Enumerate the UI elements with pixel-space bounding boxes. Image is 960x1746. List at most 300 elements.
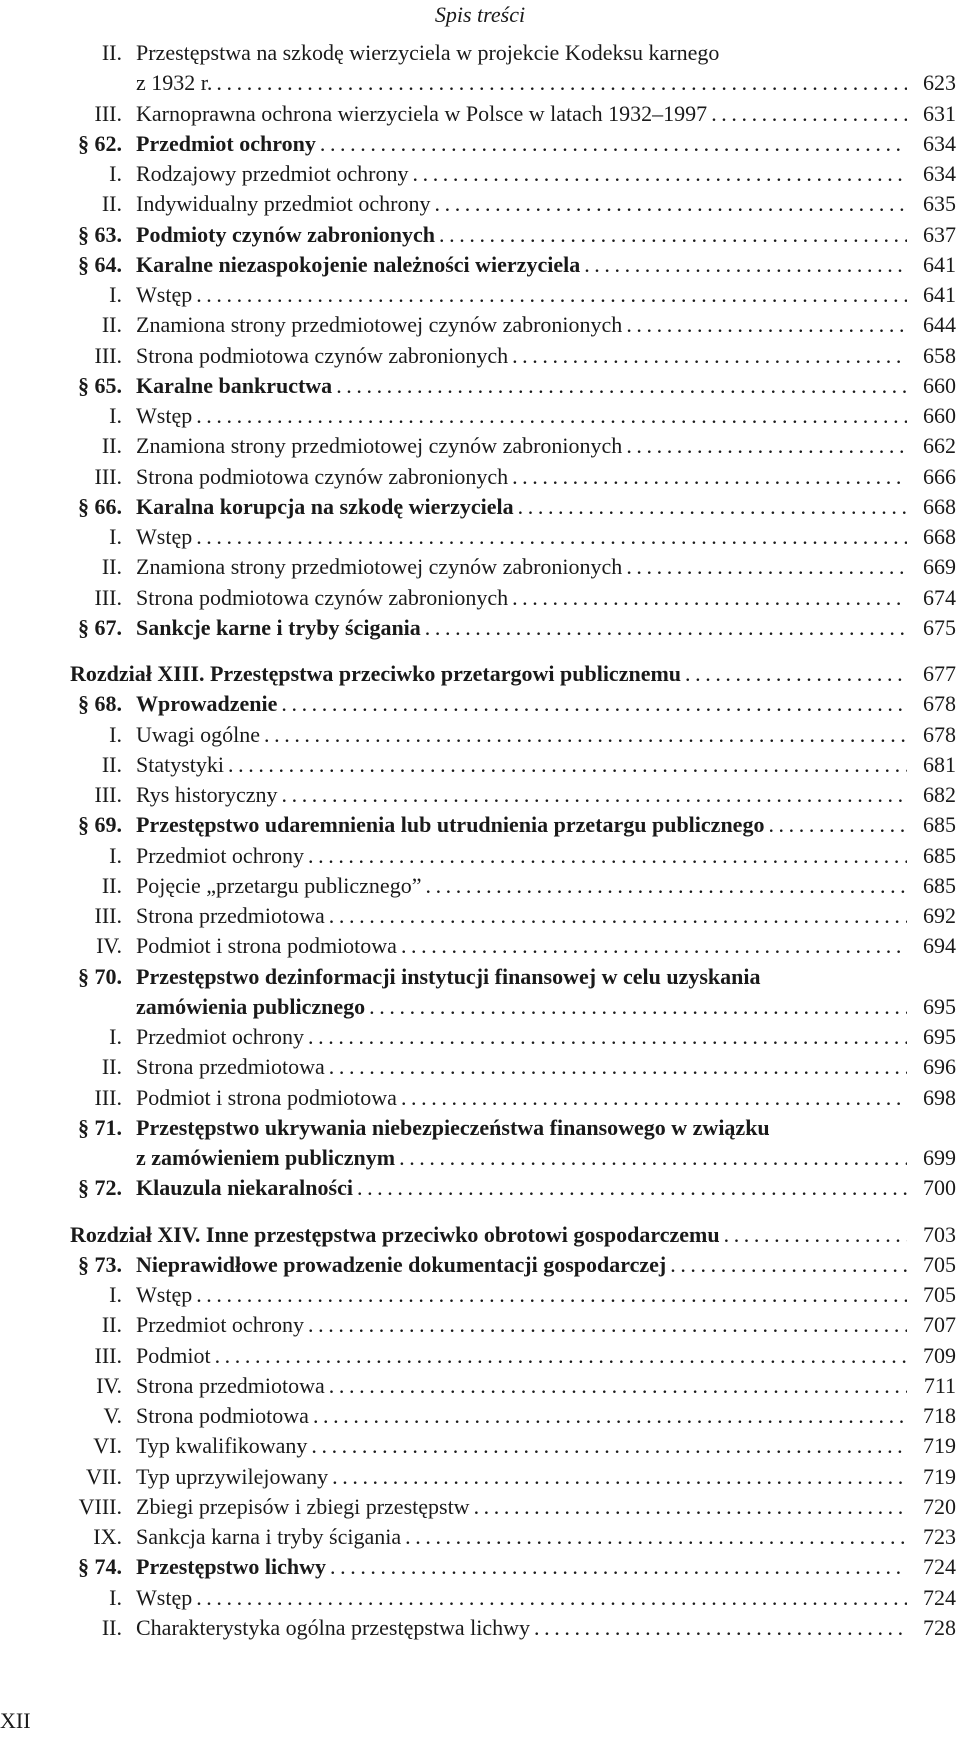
toc-entry-title: Klauzula niekaralności: [136, 1175, 353, 1201]
dot-leader: [320, 129, 907, 159]
toc-page-number: 685: [923, 842, 956, 868]
toc-entry-title: Charakterystyka ogólna przestępstwa lichwy: [136, 1614, 531, 1640]
toc-entry-title-line: [136, 462, 907, 492]
dot-leader: [313, 1401, 907, 1431]
toc-entry[interactable]: [0, 1522, 960, 1552]
toc-entry[interactable]: [0, 1462, 960, 1492]
toc-entry-title: Przedmiot ochrony: [136, 1024, 305, 1049]
dot-leader: [405, 1522, 907, 1552]
toc-entry-number: III.: [94, 342, 122, 368]
toc-entry-title-line: [136, 901, 907, 931]
toc-entry-title-line: [136, 613, 907, 643]
toc-entry-number: II.: [101, 1614, 122, 1640]
dot-leader: [534, 1613, 907, 1643]
toc-entry-number: II.: [101, 554, 122, 580]
toc-entry-title: Znamiona strony przedmiotowej czynów zabronionych: [136, 312, 623, 338]
dot-leader: [264, 720, 907, 750]
dot-leader: [724, 1220, 907, 1250]
toc-entry-number: III.: [94, 782, 122, 807]
toc-entry-number: I.: [109, 842, 122, 868]
toc-entry-title-line: [136, 1052, 907, 1082]
dot-leader: [626, 431, 907, 461]
dot-leader: [425, 871, 907, 901]
toc-section-entry[interactable]: [0, 492, 960, 522]
toc-page-number: 681: [923, 751, 956, 777]
toc-entry-title-line: [136, 401, 907, 431]
toc-entry[interactable]: [0, 1280, 960, 1310]
toc-entry-number: I.: [109, 524, 122, 549]
dot-leader: [196, 522, 907, 552]
toc-entry-title: Strona podmiotowa czynów zabronionych: [136, 463, 509, 489]
toc-entry-title: Zbiegi przepisów i zbiegi przestępstw: [136, 1493, 470, 1519]
toc-entry-title: z zamówieniem publicznym: [136, 1145, 396, 1170]
toc-entry-title: Rodzajowy przedmiot ochrony: [136, 161, 409, 186]
toc-page-number: 699: [923, 1145, 956, 1170]
toc-entry-title-line: [136, 68, 907, 98]
toc-entry[interactable]: [0, 841, 960, 871]
toc-page-number: 685: [923, 872, 956, 898]
dot-leader: [512, 462, 907, 492]
toc-entry-title: Podmioty czynów zabronionych: [136, 221, 436, 247]
toc-entry-title: Rozdział XIII. Przestępstwa przeciwko przetargowi publicznemu: [70, 661, 682, 686]
toc-entry[interactable]: [0, 1371, 960, 1401]
toc-entry-title-line: [136, 1083, 907, 1113]
toc-entry-title: Sankcja karna i tryby ścigania: [136, 1524, 402, 1549]
toc-page-number: 677: [923, 661, 956, 686]
toc-entry[interactable]: [0, 780, 960, 810]
toc-entry-number: III.: [94, 903, 122, 928]
toc-entry-number: § 63.: [78, 221, 122, 247]
toc-page-number: 711: [923, 1372, 956, 1398]
toc-entry-number: § 69.: [78, 812, 122, 838]
toc-entry-title-line: [70, 659, 907, 689]
toc-entry-number: II.: [101, 1312, 122, 1338]
toc-entry-title-line: [136, 750, 907, 780]
dot-leader: [435, 189, 908, 219]
toc-entry-title-line: [136, 583, 907, 613]
toc-entry-title-line: [136, 1401, 907, 1431]
dot-leader: [439, 220, 907, 250]
toc-entry-number: I.: [109, 721, 122, 747]
toc-entry-title: Pojęcie „przetargu publicznego”: [136, 872, 422, 898]
toc-entry-title: Nieprawidłowe prowadzenie dokumentacji gospodarczej: [136, 1251, 667, 1277]
toc-entry-title: Strona przedmiotowa: [136, 903, 325, 928]
toc-page-number: 705: [923, 1282, 956, 1307]
toc-entry-title: Typ uprzywilejowany: [136, 1463, 329, 1489]
toc-entry[interactable]: [0, 1583, 960, 1613]
dot-leader: [711, 99, 907, 129]
dot-leader: [768, 810, 907, 840]
toc-entry-number: II.: [101, 191, 122, 217]
toc-entry-number: § 62.: [78, 130, 122, 156]
toc-entry-number: VII.: [85, 1463, 122, 1489]
toc-page-number: 678: [923, 691, 956, 717]
toc-page-number: 660: [923, 403, 956, 428]
toc-entry-number: § 73.: [78, 1251, 122, 1277]
toc-section-entry[interactable]: [0, 250, 960, 280]
toc-entry-title-line: [136, 689, 907, 719]
toc-entry-title-line: [136, 1552, 907, 1582]
toc-entry-title: Strona podmiotowa czynów zabronionych: [136, 584, 509, 610]
toc-page-number: 682: [923, 782, 956, 807]
toc-entry-title: Karalne bankructwa: [136, 372, 333, 398]
toc-page-number: 723: [923, 1524, 956, 1549]
toc-entry[interactable]: [0, 1022, 960, 1052]
toc-page-number: 634: [923, 161, 956, 186]
toc-entry-number: III.: [94, 1084, 122, 1110]
toc-entry-title-line: [136, 341, 907, 371]
toc-section-entry[interactable]: [0, 220, 960, 250]
dot-leader: [512, 583, 907, 613]
toc-section-entry[interactable]: [0, 1552, 960, 1582]
toc-page-number: 631: [923, 100, 956, 126]
toc-page-number: 675: [923, 614, 956, 640]
dot-leader: [336, 371, 907, 401]
dot-leader: [308, 1022, 907, 1052]
toc-entry-title: Typ kwalifikowany: [136, 1433, 308, 1459]
toc-entry-title: Przedmiot ochrony: [136, 842, 305, 868]
toc-entry-number: III.: [94, 1342, 122, 1368]
toc-entry-title: Uwagi ogólne: [136, 721, 261, 747]
toc-entry-number: II.: [101, 751, 122, 777]
toc-entry-title-line: [136, 720, 907, 750]
toc-entry-title: Podmiot: [136, 1342, 211, 1368]
toc-entry-number: § 71.: [78, 1114, 122, 1140]
toc-entry-number: II.: [101, 872, 122, 898]
toc-entry-title: Karalne niezaspokojenie należności wierzyciela: [136, 251, 581, 277]
toc-entry-title: Przestępstwo udaremnienia lub utrudnienia przetargu publicznego: [136, 812, 765, 838]
toc-page-number: 692: [923, 903, 956, 928]
toc-entry-title: Wstęp: [136, 524, 193, 549]
dot-leader: [329, 901, 907, 931]
toc-entry-title-line: [136, 810, 907, 840]
dot-leader: [401, 1083, 907, 1113]
toc-entry[interactable]: [0, 720, 960, 750]
toc-page-number: 719: [923, 1433, 956, 1459]
toc-entry-title-line: [136, 310, 907, 340]
toc-entry-number: II.: [101, 1054, 122, 1080]
dot-leader: [228, 750, 907, 780]
toc-entry-title: Znamiona strony przedmiotowej czynów zabronionych: [136, 554, 623, 580]
dot-leader: [369, 992, 907, 1022]
toc-page-number: 695: [923, 1024, 956, 1049]
toc-entry-title: Rys historyczny: [136, 782, 278, 807]
toc-entry-title: Statystyki: [136, 751, 225, 777]
toc-entry-title-line: [136, 1022, 907, 1052]
toc-entry-title-line: [136, 992, 907, 1022]
dot-leader: [311, 1431, 907, 1461]
toc-entry-title: Wstęp: [136, 403, 193, 428]
toc-page-number: 660: [923, 372, 956, 398]
dot-leader: [281, 689, 907, 719]
toc-entry-title: Karnoprawna ochrona wierzyciela w Polsce w latach 1932–1997: [136, 100, 708, 126]
toc-entry[interactable]: [0, 1431, 960, 1461]
dot-leader: [357, 1173, 907, 1203]
toc-entry-title-line: [136, 1280, 907, 1310]
toc-page-number: 724: [923, 1554, 956, 1580]
toc-entry[interactable]: [0, 1310, 960, 1340]
dot-leader: [626, 552, 907, 582]
toc-page-number: 694: [923, 933, 956, 959]
dot-leader: [685, 659, 907, 689]
toc-page-number: 718: [923, 1403, 956, 1428]
toc-entry[interactable]: [0, 871, 960, 901]
toc-section-entry[interactable]: [0, 613, 960, 643]
toc-entry[interactable]: [0, 1083, 960, 1113]
toc-entry[interactable]: [0, 159, 960, 189]
dot-leader: [413, 159, 908, 189]
toc-entry-title: Strona podmiotowa czynów zabronionych: [136, 342, 509, 368]
toc-entry-title: Podmiot i strona podmiotowa: [136, 933, 397, 959]
toc-entry-number: III.: [94, 584, 122, 610]
toc-entry[interactable]: [0, 1492, 960, 1522]
toc-entry-title-line: [136, 1173, 907, 1203]
toc-entry-number: III.: [94, 100, 122, 126]
toc-entry-title: Przestępstwo dezinformacji instytucji finansowej w celu uzyskania: [136, 963, 761, 989]
toc-entry[interactable]: [0, 38, 960, 68]
toc-entry-title-line: [136, 871, 907, 901]
toc-entry-number: III.: [94, 463, 122, 489]
toc-entry[interactable]: [0, 1143, 960, 1173]
dot-leader: [329, 1052, 907, 1082]
toc-page-number: 634: [923, 130, 956, 156]
toc-page-number: 641: [923, 282, 956, 307]
toc-entry-number: IV.: [96, 1372, 122, 1398]
toc-entry-title: Strona przedmiotowa: [136, 1054, 325, 1080]
toc-entry-number: II.: [101, 312, 122, 338]
dot-leader: [332, 1462, 907, 1492]
dot-leader: [401, 931, 907, 961]
toc-entry-number: I.: [109, 1282, 122, 1307]
toc-entry-number: § 65.: [78, 372, 122, 398]
toc-entry-title-line: [136, 1113, 907, 1143]
toc-page-number: 644: [923, 312, 956, 338]
toc-entry-title-line: [136, 38, 907, 68]
toc-entry-title: Strona podmiotowa: [136, 1403, 309, 1428]
toc-entry-title-line: [136, 129, 907, 159]
toc-entry-title-line: [136, 1143, 907, 1173]
toc-page-number: 637: [923, 221, 956, 247]
toc-section-entry[interactable]: [0, 1113, 960, 1143]
toc-section-entry[interactable]: [0, 1173, 960, 1203]
toc-entry-title-line: [136, 1522, 907, 1552]
toc-entry-title-line: [136, 1431, 907, 1461]
toc-entry-number: V.: [103, 1403, 122, 1428]
toc-entry-title-line: [136, 492, 907, 522]
toc-entry-title-line: [136, 1462, 907, 1492]
toc-entry-title-line: [136, 962, 907, 992]
dot-leader: [215, 1341, 907, 1371]
toc-entry-number: IV.: [96, 933, 122, 959]
toc-page-number: 674: [923, 584, 956, 610]
toc-entry[interactable]: [0, 401, 960, 431]
toc-entry-number: VIII.: [78, 1493, 122, 1519]
toc-entry-number: IX.: [93, 1524, 122, 1549]
toc-entry-title-line: [136, 1250, 907, 1280]
toc-entry-number: I.: [109, 403, 122, 428]
toc-entry[interactable]: [0, 1052, 960, 1082]
toc-entry-title-line: [136, 780, 907, 810]
toc-page-number: 709: [923, 1342, 956, 1368]
toc-entry[interactable]: [0, 931, 960, 961]
toc-section-entry[interactable]: [0, 371, 960, 401]
toc-entry[interactable]: [0, 901, 960, 931]
toc-entry-number: I.: [109, 1584, 122, 1610]
toc-section-entry[interactable]: [0, 689, 960, 719]
toc-entry-title-line: [136, 552, 907, 582]
toc-entry-title-line: [70, 1220, 907, 1250]
dot-leader: [308, 841, 907, 871]
toc-page-number: 719: [923, 1463, 956, 1489]
toc-entry[interactable]: [0, 280, 960, 310]
toc-entry-title: Przestępstwo ukrywania niebezpieczeństwa finansowego w związku: [136, 1114, 770, 1140]
toc-entry[interactable]: [0, 189, 960, 219]
toc-entry-title: Strona przedmiotowa: [136, 1372, 325, 1398]
toc-entry-number: I.: [109, 282, 122, 307]
dot-leader: [196, 1280, 907, 1310]
toc-page-number: 668: [923, 493, 956, 519]
toc-page-number: 728: [923, 1614, 956, 1640]
dot-leader: [329, 1371, 907, 1401]
toc-entry-title: Znamiona strony przedmiotowej czynów zabronionych: [136, 433, 623, 459]
toc-entry-title-line: [136, 841, 907, 871]
toc-entry[interactable]: [0, 583, 960, 613]
toc-page-number: 707: [923, 1312, 956, 1338]
dot-leader: [330, 1552, 907, 1582]
toc-page-number: 703: [923, 1221, 956, 1247]
dot-leader: [216, 68, 907, 98]
toc-page-number: 666: [923, 463, 956, 489]
toc-entry-title: Karalna korupcja na szkodę wierzyciela: [136, 493, 514, 519]
toc-entry-title-line: [136, 1310, 907, 1340]
toc-entry-title-line: [136, 99, 907, 129]
toc-entry-title: zamówienia publicznego: [136, 993, 366, 1019]
toc-entry-title: Wprowadzenie: [136, 691, 278, 717]
toc-section-entry[interactable]: [0, 810, 960, 840]
toc-entry-number: II.: [101, 40, 122, 65]
toc-entry-title-line: [136, 280, 907, 310]
toc-page-number: 658: [923, 342, 956, 368]
toc-entry[interactable]: [0, 462, 960, 492]
toc-entry[interactable]: [0, 341, 960, 371]
running-header-title: Spis treści: [434, 2, 526, 27]
dot-leader: [474, 1492, 907, 1522]
toc-entry-title-line: [136, 1613, 907, 1643]
table-of-contents: [0, 38, 960, 1643]
toc-page-number: 698: [923, 1084, 956, 1110]
toc-entry-title: Wstęp: [136, 282, 193, 307]
toc-page-number: 695: [923, 993, 956, 1019]
toc-entry-number: § 68.: [78, 691, 122, 717]
dot-leader: [399, 1143, 907, 1173]
toc-entry[interactable]: [0, 1401, 960, 1431]
dot-leader: [512, 341, 907, 371]
toc-section-entry[interactable]: [0, 1250, 960, 1280]
dot-leader: [626, 310, 907, 340]
toc-entry-number: § 74.: [78, 1554, 122, 1580]
toc-entry-title-line: [136, 431, 907, 461]
dot-leader: [670, 1250, 907, 1280]
toc-entry[interactable]: [0, 68, 960, 98]
toc-entry-title-line: [136, 250, 907, 280]
dot-leader: [308, 1310, 907, 1340]
toc-entry-number: § 66.: [78, 493, 122, 519]
toc-entry-title: Rozdział XIV. Inne przestępstwa przeciwko obrotowi gospodarczemu: [70, 1221, 720, 1247]
dot-leader: [196, 1583, 907, 1613]
toc-entry-title-line: [136, 220, 907, 250]
dot-leader: [425, 613, 907, 643]
toc-entry[interactable]: [0, 1613, 960, 1643]
toc-entry-title-line: [136, 1371, 907, 1401]
toc-entry-number: II.: [101, 433, 122, 459]
toc-entry-title-line: [136, 1341, 907, 1371]
toc-entry-number: § 70.: [78, 963, 122, 989]
toc-page-number: 724: [923, 1584, 956, 1610]
toc-entry[interactable]: [0, 99, 960, 129]
page-folio: XII: [0, 1708, 31, 1733]
toc-chapter-entry[interactable]: [0, 1220, 960, 1250]
toc-entry-title: Podmiot i strona podmiotowa: [136, 1084, 397, 1110]
toc-page-number: 635: [923, 191, 956, 217]
toc-page-number: 685: [923, 812, 956, 838]
toc-entry-title: Przedmiot ochrony: [136, 130, 316, 156]
toc-entry[interactable]: [0, 1341, 960, 1371]
toc-entry-title-line: [136, 159, 907, 189]
toc-entry[interactable]: [0, 522, 960, 552]
toc-section-entry[interactable]: [0, 129, 960, 159]
dot-leader: [282, 780, 908, 810]
toc-page-number: 705: [923, 1251, 956, 1277]
toc-entry-title-line: [136, 1492, 907, 1522]
toc-page-number: 668: [923, 524, 956, 549]
toc-entry-title: z 1932 r.: [136, 70, 213, 96]
toc-chapter-entry[interactable]: [0, 659, 960, 689]
toc-entry-title-line: [136, 371, 907, 401]
dot-leader: [584, 250, 907, 280]
toc-entry-title-line: [136, 1583, 907, 1613]
toc-entry-title-line: [136, 931, 907, 961]
toc-entry[interactable]: [0, 552, 960, 582]
dot-leader: [518, 492, 907, 522]
toc-entry-number: I.: [109, 161, 122, 186]
toc-entry-title: Wstęp: [136, 1584, 193, 1610]
toc-entry-title: Przestępstwa na szkodę wierzyciela w projekcie Kodeksu karnego: [136, 40, 720, 65]
dot-leader: [196, 401, 907, 431]
toc-entry[interactable]: [0, 431, 960, 461]
toc-entry-title: Wstęp: [136, 1282, 193, 1307]
dot-leader: [196, 280, 907, 310]
toc-entry-title: Przedmiot ochrony: [136, 1312, 305, 1338]
toc-entry[interactable]: [0, 992, 960, 1022]
toc-page-number: 700: [923, 1175, 956, 1201]
toc-entry-title: Indywidualny przedmiot ochrony: [136, 191, 431, 217]
toc-page-number: 641: [923, 251, 956, 277]
toc-page-number: 678: [923, 721, 956, 747]
toc-entry-number: § 67.: [78, 614, 122, 640]
toc-entry-number: § 72.: [78, 1175, 122, 1201]
toc-entry-number: I.: [109, 1024, 122, 1049]
toc-page-number: 720: [923, 1493, 956, 1519]
toc-entry-title-line: [136, 189, 907, 219]
toc-page-number: 623: [923, 70, 956, 96]
toc-entry-number: VI.: [93, 1433, 122, 1459]
toc-page-number: 696: [923, 1054, 956, 1080]
toc-section-entry[interactable]: [0, 962, 960, 992]
toc-entry[interactable]: [0, 750, 960, 780]
toc-page-number: 669: [923, 554, 956, 580]
toc-entry-title: Przestępstwo lichwy: [136, 1554, 327, 1580]
toc-entry[interactable]: [0, 310, 960, 340]
